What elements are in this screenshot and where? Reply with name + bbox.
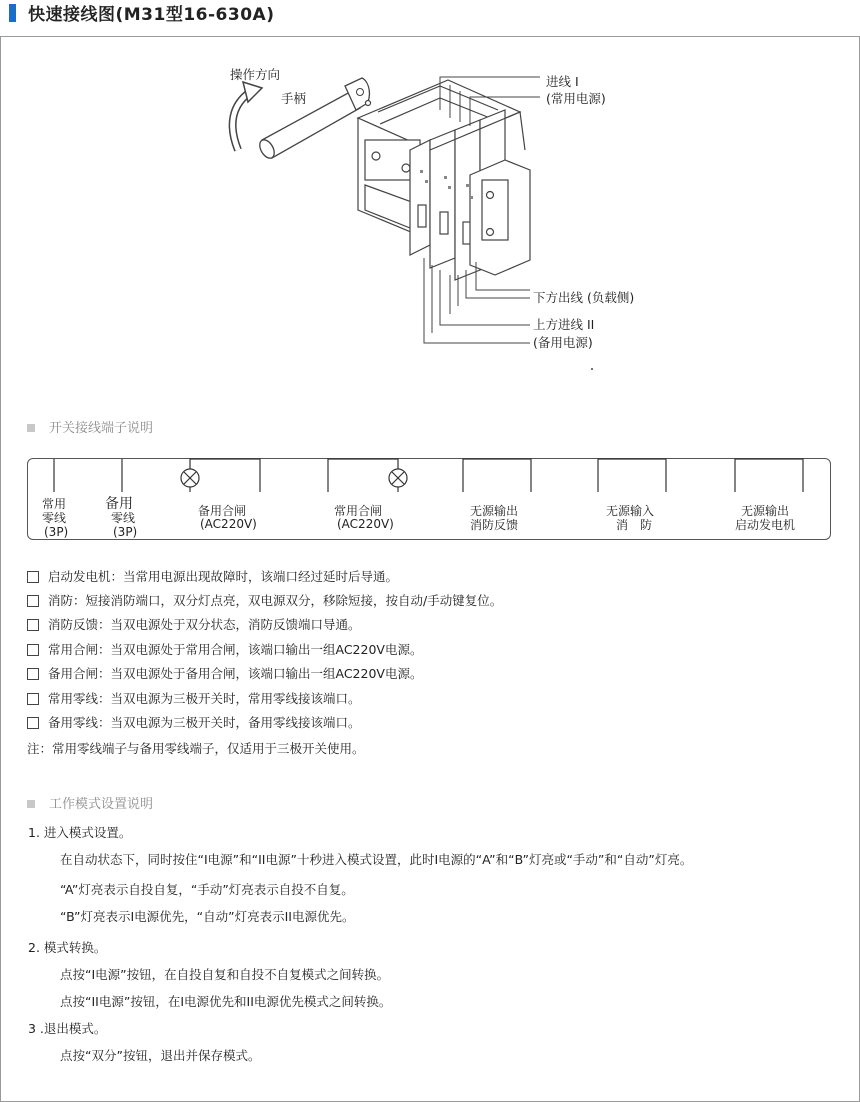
title-accent-bar [9,4,16,22]
checkbox-square-icon [27,693,39,705]
label-upper-incoming-2: 上方进线 II [533,317,595,332]
terminal-5-line2: 消防反馈 [470,518,519,532]
terminal-1-line2: 零线 [42,511,67,525]
description-item: 常用合闸：当双电源处于常用合闸，该端口输出一组AC220V电源。 [27,640,422,658]
terminal-2-line1: 备用 [105,496,133,512]
terminal-3-line2: (AC220V) [200,517,257,531]
checkbox-square-icon [27,571,39,583]
terminal-4-line2: (AC220V) [337,517,394,531]
step-3-line-1: 点按“双分”按钮，退出并保存模式。 [60,1048,261,1063]
description-item: 启动发电机：当常用电源出现故障时，该端口经过延时后导通。 [27,567,398,585]
terminal-2-line3: (3P) [113,525,138,539]
step-3-title: 3 .退出模式。 [28,1021,107,1036]
terminal-1-line3: (3P) [44,525,69,539]
title-bar [0,0,860,36]
label-incoming-1-source: (常用电源) [546,91,606,106]
description-item: 消防反馈：当双电源处于双分状态，消防反馈端口导通。 [27,615,361,633]
terminal-5-line1: 无源输出 [470,504,519,518]
step-2-title: 2. 模式转换。 [28,940,107,955]
step-1-title: 1. 进入模式设置。 [28,825,132,840]
terminal-2-line2: 零线 [111,511,136,525]
terminal-7-line2: 启动发电机 [735,518,796,532]
checkbox-square-icon [27,717,39,729]
lamp-icon [181,469,199,487]
terminal-3-line1: 备用合闸 [198,504,247,518]
description-item: 备用合闸：当双电源处于备用合闸，该端口输出一组AC220V电源。 [27,664,422,682]
square-bullet-icon [27,424,35,432]
terminal-6-line1: 无源输入 [606,504,655,518]
switch-illustration [0,40,860,420]
description-item: 消防：短接消防端口，双分灯点亮，双电源双分，移除短接，按自动/手动键复位。 [27,591,502,609]
description-item: 备用零线：当双电源为三极开关时，备用零线接该端口。 [27,713,361,731]
label-handle: 手柄 [281,91,307,106]
square-bullet-icon [27,800,35,808]
terminal-7-line1: 无源输出 [741,504,790,518]
label-lower-outgoing: 下方出线 (负载侧) [533,290,635,305]
label-upper-incoming-2-source: (备用电源) [533,335,593,350]
step-1-line-2: “A”灯亮表示自投自复，“手动”灯亮表示自投不自复。 [60,882,354,897]
switch-body [358,80,530,280]
terminal-wiring-diagram [0,455,860,545]
note-text: 注：常用零线端子与备用零线端子，仅适用于三极开关使用。 [27,741,365,756]
terminal-4-line1: 常用合闸 [334,504,383,518]
terminal-section-heading: 开关接线端子说明 [27,417,153,436]
terminal-6-line2: 消 防 [616,518,653,532]
checkbox-square-icon [27,668,39,680]
step-1-line-1: 在自动状态下，同时按住“I电源”和“II电源”十秒进入模式设置，此时I电源的“A”和“B”灯亮或“手动”和“自动”灯亮。 [60,852,693,867]
step-2-line-2: 点按“II电源”按钮，在I电源优先和II电源优先模式之间转换。 [60,994,392,1009]
checkbox-square-icon [27,619,39,631]
label-operate-direction: 操作方向 [230,67,281,82]
step-1-line-3: “B”灯亮表示I电源优先，“自动”灯亮表示II电源优先。 [60,909,355,924]
checkbox-square-icon [27,595,39,607]
step-2-line-1: 点按“I电源”按钮，在自投自复和自投不自复模式之间转换。 [60,967,390,982]
page-title: 快速接线图(M31型16-630A) [28,5,275,25]
checkbox-square-icon [27,644,39,656]
mode-section-heading: 工作模式设置说明 [27,793,153,812]
handle-shape [257,78,370,161]
terminal-1-line1: 常用 [42,497,67,511]
lamp-icon [389,469,407,487]
description-item: 常用零线：当双电源为三极开关时，常用零线接该端口。 [27,689,361,707]
label-incoming-1: 进线 I [546,74,579,89]
